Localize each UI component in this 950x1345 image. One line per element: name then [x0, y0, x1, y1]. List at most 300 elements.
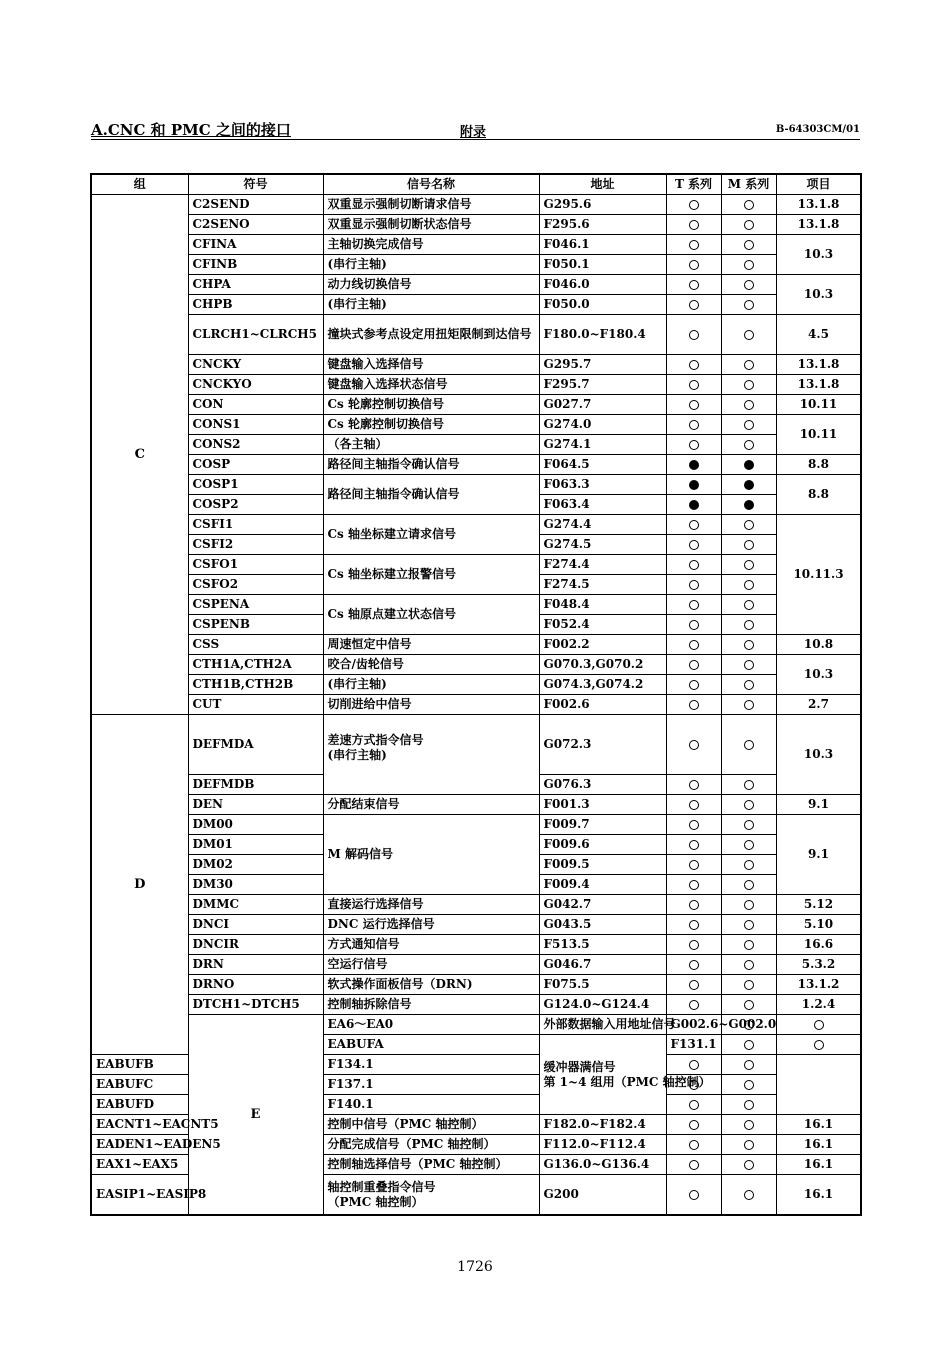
- m-series-cell: [721, 875, 776, 895]
- t-series-cell: [666, 775, 721, 795]
- open-circle-icon: [689, 840, 699, 850]
- group-cell: E: [188, 1015, 323, 1216]
- open-circle-icon: [689, 920, 699, 930]
- symbol-cell: CTH1A,CTH2A: [188, 655, 323, 675]
- symbol-cell: CSPENA: [188, 595, 323, 615]
- item-cell: 16.6: [776, 935, 861, 955]
- open-circle-icon: [689, 540, 699, 550]
- item-cell: 16.1: [776, 1115, 861, 1135]
- table-row: [91, 235, 861, 255]
- t-series-cell: [666, 215, 721, 235]
- t-series-cell: [666, 675, 721, 695]
- filled-circle-icon: [689, 500, 699, 510]
- symbol-cell: CONS2: [188, 435, 323, 455]
- symbol-cell: CSFO1: [188, 555, 323, 575]
- open-circle-icon: [689, 900, 699, 910]
- address-cell: G076.3: [539, 775, 666, 795]
- address-cell: F009.5: [539, 855, 666, 875]
- m-series-cell: [721, 635, 776, 655]
- open-circle-icon: [744, 620, 754, 630]
- address-cell: F075.5: [539, 975, 666, 995]
- symbol-cell: CLRCH1~CLRCH5: [188, 315, 323, 355]
- address-cell: F063.3: [539, 475, 666, 495]
- m-series-cell: [721, 715, 776, 775]
- header-section: 附录: [460, 125, 487, 140]
- m-series-cell: [721, 1135, 776, 1155]
- m-series-cell: [776, 1015, 861, 1035]
- t-series-cell: [666, 1155, 721, 1175]
- open-circle-icon: [744, 240, 754, 250]
- t-series-cell: [666, 995, 721, 1015]
- col-header: M 系列: [721, 174, 776, 195]
- m-series-cell: [721, 795, 776, 815]
- open-circle-icon: [689, 300, 699, 310]
- signal-name-cell: 控制中信号（PMC 轴控制）: [323, 1115, 539, 1135]
- signal-name-cell: 路径间主轴指令确认信号: [323, 475, 539, 515]
- open-circle-icon: [744, 640, 754, 650]
- signal-name-cell: Cs 轴坐标建立请求信号: [323, 515, 539, 555]
- m-series-cell: [721, 395, 776, 415]
- signal-name-cell: 键盘输入选择状态信号: [323, 375, 539, 395]
- t-series-cell: [666, 915, 721, 935]
- item-cell: 5.10: [776, 915, 861, 935]
- t-series-cell: [666, 475, 721, 495]
- signal-name-cell: 方式通知信号: [323, 935, 539, 955]
- signal-name-cell: 分配结束信号: [323, 795, 539, 815]
- symbol-cell: CFINB: [188, 255, 323, 275]
- address-cell: G124.0~G124.4: [539, 995, 666, 1015]
- signal-name-cell: 双重显示强制切断状态信号: [323, 215, 539, 235]
- t-series-cell: [666, 1135, 721, 1155]
- address-cell: G070.3,G070.2: [539, 655, 666, 675]
- table-row: [91, 415, 861, 435]
- open-circle-icon: [744, 900, 754, 910]
- m-series-cell: [721, 535, 776, 555]
- t-series-cell: [666, 615, 721, 635]
- address-cell: G074.3,G074.2: [539, 675, 666, 695]
- open-circle-icon: [744, 780, 754, 790]
- t-series-cell: [666, 635, 721, 655]
- symbol-cell: C2SENO: [188, 215, 323, 235]
- open-circle-icon: [744, 1120, 754, 1130]
- open-circle-icon: [689, 330, 699, 340]
- address-cell: F048.4: [539, 595, 666, 615]
- signal-name-cell: (串行主轴): [323, 255, 539, 275]
- open-circle-icon: [689, 380, 699, 390]
- t-series-cell: [666, 835, 721, 855]
- table-row: [91, 395, 861, 415]
- table-row: [91, 815, 861, 835]
- address-cell: F001.3: [539, 795, 666, 815]
- open-circle-icon: [689, 680, 699, 690]
- t-series-cell: [666, 255, 721, 275]
- open-circle-icon: [744, 1100, 754, 1110]
- item-cell: 10.3: [776, 715, 861, 795]
- open-circle-icon: [689, 200, 699, 210]
- symbol-cell: DMMC: [188, 895, 323, 915]
- item-cell: 8.8: [776, 455, 861, 475]
- m-series-cell: [721, 615, 776, 635]
- t-series-cell: [666, 555, 721, 575]
- signal-name-cell: 动力线切换信号: [323, 275, 539, 295]
- symbol-cell: CUT: [188, 695, 323, 715]
- group-cell: C: [91, 195, 188, 715]
- open-circle-icon: [744, 1080, 754, 1090]
- table-row: [91, 595, 861, 615]
- filled-circle-icon: [744, 480, 754, 490]
- open-circle-icon: [689, 440, 699, 450]
- symbol-cell: EABUFA: [323, 1035, 539, 1055]
- m-series-cell: [721, 215, 776, 235]
- open-circle-icon: [689, 260, 699, 270]
- symbol-cell: DM30: [188, 875, 323, 895]
- table-row: [91, 475, 861, 495]
- col-header: 地址: [539, 174, 666, 195]
- t-series-cell: [666, 595, 721, 615]
- item-cell: 16.1: [776, 1175, 861, 1216]
- t-series-cell: [666, 655, 721, 675]
- symbol-cell: DNCI: [188, 915, 323, 935]
- m-series-cell: [721, 655, 776, 675]
- filled-circle-icon: [689, 480, 699, 490]
- symbol-cell: DM02: [188, 855, 323, 875]
- signal-name-line: 缓冲器满信号: [543, 1059, 616, 1074]
- item-cell: 13.1.8: [776, 355, 861, 375]
- t-series-cell: [666, 575, 721, 595]
- open-circle-icon: [744, 200, 754, 210]
- filled-circle-icon: [744, 460, 754, 470]
- address-cell: G002.6~G002.0: [666, 1015, 721, 1035]
- address-cell: G200: [539, 1175, 666, 1216]
- symbol-cell: DEN: [188, 795, 323, 815]
- table-row: [91, 715, 861, 775]
- address-cell: F050.1: [539, 255, 666, 275]
- open-circle-icon: [744, 1060, 754, 1070]
- open-circle-icon: [744, 940, 754, 950]
- open-circle-icon: [744, 420, 754, 430]
- address-cell: F295.7: [539, 375, 666, 395]
- table-row: [91, 635, 861, 655]
- address-cell: F182.0~F182.4: [539, 1115, 666, 1135]
- address-cell: F002.2: [539, 635, 666, 655]
- m-series-cell: [721, 775, 776, 795]
- open-circle-icon: [744, 700, 754, 710]
- symbol-cell: EACNT1~EACNT5: [91, 1115, 188, 1135]
- address-cell: F002.6: [539, 695, 666, 715]
- t-series-cell: [666, 855, 721, 875]
- address-cell: G295.6: [539, 195, 666, 215]
- open-circle-icon: [744, 1140, 754, 1150]
- item-cell: 10.3: [776, 235, 861, 275]
- table-row: [91, 275, 861, 295]
- signal-name-cell: 双重显示强制切断请求信号: [323, 195, 539, 215]
- open-circle-icon: [689, 960, 699, 970]
- address-cell: G042.7: [539, 895, 666, 915]
- signal-name-line: 轴控制重叠指令信号: [327, 1179, 436, 1194]
- table-row: [91, 515, 861, 535]
- open-circle-icon: [689, 780, 699, 790]
- table-row: [91, 355, 861, 375]
- open-circle-icon: [744, 800, 754, 810]
- m-series-cell: [721, 955, 776, 975]
- m-series-cell: [721, 1155, 776, 1175]
- open-circle-icon: [689, 560, 699, 570]
- m-series-cell: [721, 975, 776, 995]
- open-circle-icon: [689, 1060, 699, 1070]
- table-row: [91, 895, 861, 915]
- signal-name-line: (串行主轴): [327, 748, 387, 762]
- table-row: [91, 915, 861, 935]
- open-circle-icon: [689, 620, 699, 630]
- address-cell: F513.5: [539, 935, 666, 955]
- m-series-cell: [721, 1055, 776, 1075]
- t-series-cell: [666, 1115, 721, 1135]
- table-row: [91, 555, 861, 575]
- symbol-cell: CSFI1: [188, 515, 323, 535]
- address-cell: F064.5: [539, 455, 666, 475]
- item-cell: 16.1: [776, 1135, 861, 1155]
- address-cell: F046.0: [539, 275, 666, 295]
- address-cell: F050.0: [539, 295, 666, 315]
- open-circle-icon: [744, 1040, 754, 1050]
- m-series-cell: [721, 315, 776, 355]
- open-circle-icon: [744, 1190, 754, 1200]
- t-series-cell: [666, 935, 721, 955]
- address-cell: F274.5: [539, 575, 666, 595]
- open-circle-icon: [814, 1020, 824, 1030]
- signal-name-line: 第 1~4 组用（PMC 轴控制）: [543, 1074, 711, 1089]
- table-row: [91, 195, 861, 215]
- signal-name-cell: [323, 1175, 539, 1216]
- table-row: [91, 675, 861, 695]
- m-series-cell: [776, 1035, 861, 1055]
- item-cell: 9.1: [776, 795, 861, 815]
- open-circle-icon: [744, 300, 754, 310]
- m-series-cell: [721, 915, 776, 935]
- open-circle-icon: [744, 330, 754, 340]
- m-series-cell: [721, 575, 776, 595]
- item-cell: 1.2.4: [776, 995, 861, 1015]
- address-cell: F137.1: [323, 1075, 539, 1095]
- symbol-cell: CNCKYO: [188, 375, 323, 395]
- t-series-cell: [666, 315, 721, 355]
- address-cell: G274.4: [539, 515, 666, 535]
- address-cell: G295.7: [539, 355, 666, 375]
- table-row: [91, 315, 861, 355]
- symbol-cell: CONS1: [188, 415, 323, 435]
- m-series-cell: [721, 855, 776, 875]
- table-row: [91, 975, 861, 995]
- symbol-cell: DM01: [188, 835, 323, 855]
- m-series-cell: [721, 495, 776, 515]
- filled-circle-icon: [744, 500, 754, 510]
- m-series-cell: [721, 695, 776, 715]
- t-series-cell: [666, 355, 721, 375]
- t-series-cell: [666, 275, 721, 295]
- address-cell: F112.0~F112.4: [539, 1135, 666, 1155]
- symbol-cell: CFINA: [188, 235, 323, 255]
- item-cell: 5.3.2: [776, 955, 861, 975]
- m-series-cell: [721, 835, 776, 855]
- symbol-cell: EABUFC: [91, 1075, 188, 1095]
- item-cell: 4.5: [776, 315, 861, 355]
- signal-name-cell: 控制轴拆除信号: [323, 995, 539, 1015]
- t-series-cell: [666, 395, 721, 415]
- open-circle-icon: [689, 640, 699, 650]
- open-circle-icon: [744, 980, 754, 990]
- open-circle-icon: [689, 1000, 699, 1010]
- address-cell: F063.4: [539, 495, 666, 515]
- page-number: 1726: [457, 1259, 493, 1275]
- table-row: [91, 215, 861, 235]
- open-circle-icon: [814, 1040, 824, 1050]
- m-series-cell: [721, 475, 776, 495]
- symbol-cell: DRN: [188, 955, 323, 975]
- address-cell: G274.5: [539, 535, 666, 555]
- open-circle-icon: [689, 860, 699, 870]
- signal-name-cell: M 解码信号: [323, 815, 539, 895]
- open-circle-icon: [689, 1190, 699, 1200]
- item-cell: 13.1.8: [776, 195, 861, 215]
- m-series-cell: [721, 995, 776, 1015]
- table-row: [91, 955, 861, 975]
- open-circle-icon: [744, 440, 754, 450]
- address-cell: G027.7: [539, 395, 666, 415]
- t-series-cell: [666, 795, 721, 815]
- item-cell: 10.11: [776, 415, 861, 455]
- m-series-cell: [721, 435, 776, 455]
- address-cell: F052.4: [539, 615, 666, 635]
- open-circle-icon: [689, 360, 699, 370]
- open-circle-icon: [689, 280, 699, 290]
- item-cell: 13.1.2: [776, 975, 861, 995]
- col-header: 符号: [188, 174, 323, 195]
- table-row: [91, 255, 861, 275]
- symbol-cell: EABUFB: [91, 1055, 188, 1075]
- symbol-cell: DRNO: [188, 975, 323, 995]
- symbol-cell: CON: [188, 395, 323, 415]
- table-row: [91, 695, 861, 715]
- symbol-cell: EAX1~EAX5: [91, 1155, 188, 1175]
- item-cell: 10.8: [776, 635, 861, 655]
- symbol-cell: C2SEND: [188, 195, 323, 215]
- address-cell: F274.4: [539, 555, 666, 575]
- open-circle-icon: [689, 740, 699, 750]
- t-series-cell: [666, 495, 721, 515]
- m-series-cell: [721, 355, 776, 375]
- address-cell: G274.0: [539, 415, 666, 435]
- symbol-cell: CSFO2: [188, 575, 323, 595]
- m-series-cell: [721, 295, 776, 315]
- symbol-cell: CHPA: [188, 275, 323, 295]
- signal-name-cell: 周速恒定中信号: [323, 635, 539, 655]
- m-series-cell: [721, 555, 776, 575]
- m-series-cell: [721, 415, 776, 435]
- open-circle-icon: [689, 700, 699, 710]
- item-cell: 8.8: [776, 475, 861, 515]
- m-series-cell: [721, 1075, 776, 1095]
- signal-name-cell: 切削进给中信号: [323, 695, 539, 715]
- address-cell: F180.0~F180.4: [539, 315, 666, 355]
- signal-name-cell: 路径间主轴指令确认信号: [323, 455, 539, 475]
- item-cell: 10.11.3: [776, 515, 861, 635]
- open-circle-icon: [689, 1140, 699, 1150]
- signal-name-cell: DNC 运行选择信号: [323, 915, 539, 935]
- item-cell: 10.3: [776, 655, 861, 695]
- open-circle-icon: [689, 420, 699, 430]
- open-circle-icon: [744, 360, 754, 370]
- t-series-cell: [666, 455, 721, 475]
- t-series-cell: [666, 375, 721, 395]
- t-series-cell: [721, 1035, 776, 1055]
- symbol-cell: DTCH1~DTCH5: [188, 995, 323, 1015]
- signal-name-cell: 软式操作面板信号（DRN): [323, 975, 539, 995]
- m-series-cell: [721, 1115, 776, 1135]
- t-series-cell: [666, 295, 721, 315]
- signal-name-cell: 外部数据输入用地址信号: [539, 1015, 666, 1035]
- address-cell: G274.1: [539, 435, 666, 455]
- open-circle-icon: [689, 1100, 699, 1110]
- open-circle-icon: [744, 260, 754, 270]
- open-circle-icon: [689, 1080, 699, 1090]
- open-circle-icon: [744, 1000, 754, 1010]
- m-series-cell: [721, 275, 776, 295]
- table-row: [91, 295, 861, 315]
- open-circle-icon: [744, 400, 754, 410]
- table-row: [91, 375, 861, 395]
- symbol-cell: EADEN1~EADEN5: [91, 1135, 188, 1155]
- open-circle-icon: [744, 280, 754, 290]
- table-row: [91, 995, 861, 1015]
- symbol-cell: CSPENB: [188, 615, 323, 635]
- t-series-cell: [666, 515, 721, 535]
- signal-name-cell: [323, 715, 539, 795]
- signal-name-cell: Cs 轮廓控制切换信号: [323, 395, 539, 415]
- symbol-cell: CTH1B,CTH2B: [188, 675, 323, 695]
- symbol-cell: EABUFD: [91, 1095, 188, 1115]
- signal-name-cell: 分配完成信号（PMC 轴控制）: [323, 1135, 539, 1155]
- m-series-cell: [721, 1175, 776, 1216]
- symbol-cell: COSP: [188, 455, 323, 475]
- m-series-cell: [721, 235, 776, 255]
- signal-name-cell: (串行主轴): [323, 295, 539, 315]
- open-circle-icon: [744, 560, 754, 570]
- open-circle-icon: [689, 940, 699, 950]
- open-circle-icon: [744, 1160, 754, 1170]
- open-circle-icon: [744, 920, 754, 930]
- group-cell: D: [91, 715, 188, 1055]
- address-cell: F140.1: [323, 1095, 539, 1115]
- symbol-cell: COSP2: [188, 495, 323, 515]
- address-cell: F134.1: [323, 1055, 539, 1075]
- m-series-cell: [721, 255, 776, 275]
- symbol-cell: DEFMDA: [188, 715, 323, 775]
- m-series-cell: [721, 815, 776, 835]
- open-circle-icon: [744, 860, 754, 870]
- m-series-cell: [721, 595, 776, 615]
- open-circle-icon: [744, 380, 754, 390]
- col-header: 项目: [776, 174, 861, 195]
- t-series-cell: [666, 235, 721, 255]
- table-row: [91, 795, 861, 815]
- item-cell: 5.12: [776, 895, 861, 915]
- address-cell: F046.1: [539, 235, 666, 255]
- col-header: 信号名称: [323, 174, 539, 195]
- signal-name-cell: 直接运行选择信号: [323, 895, 539, 915]
- open-circle-icon: [689, 660, 699, 670]
- open-circle-icon: [744, 520, 754, 530]
- symbol-cell: CNCKY: [188, 355, 323, 375]
